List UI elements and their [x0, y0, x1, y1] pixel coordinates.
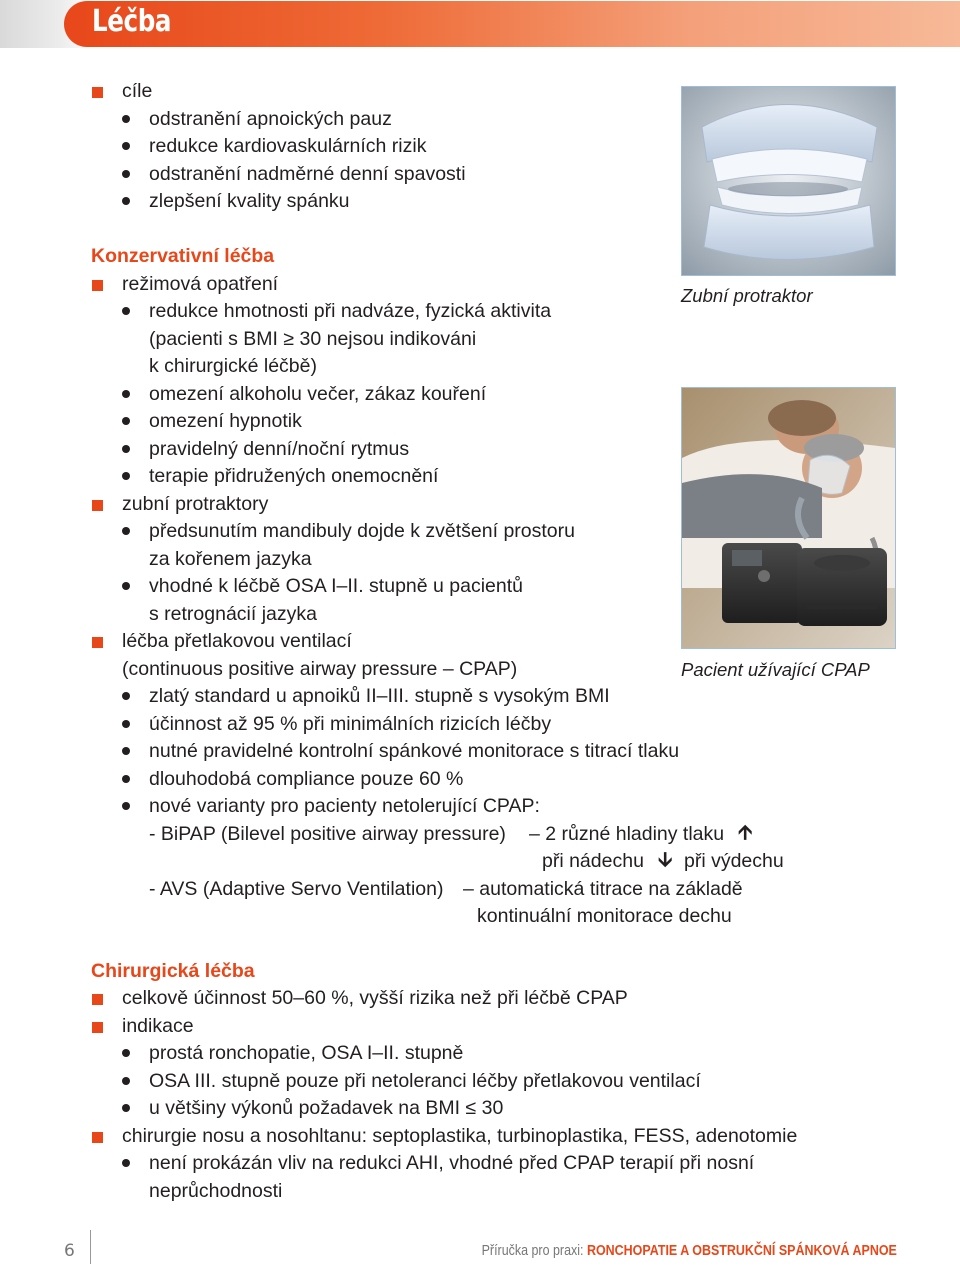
- square-bullet-icon: [92, 280, 103, 291]
- bullet-dot-icon: [122, 472, 130, 480]
- protractor-item-cont: za kořenem jazyka: [149, 548, 312, 570]
- square-bullet-icon: [92, 637, 103, 648]
- surgical-item: celkově účinnost 50–60 %, vyšší rizika než při léčbě CPAP: [122, 987, 628, 1009]
- bipap-description: – 2 různé hladiny tlaku: [529, 823, 725, 845]
- regime-item-cont: k chirurgické léčbě): [149, 355, 317, 377]
- cpap-item: dlouhodobá compliance pouze 60 %: [149, 768, 464, 790]
- surgical-subitem: není prokázán vliv na redukci AHI, vhodné před CPAP terapií při nosní: [149, 1152, 755, 1174]
- cpap-item: nutné pravidelné kontrolní spánkové monitorace s titrací tlaku: [149, 740, 680, 762]
- cpap-item: zlatý standard u apnoiků II–III. stupně s vysokým BMI: [149, 685, 610, 707]
- dental-protractor-illustration: [682, 87, 895, 275]
- cpap-patient-photo: [681, 387, 896, 649]
- cpap-item: účinnost až 95 % při minimálních rizicích léčby: [149, 713, 552, 735]
- cpap-item: nové varianty pro pacienty netolerující CPAP:: [149, 795, 540, 817]
- avs-description: – automatická titrace na základě: [463, 878, 743, 900]
- bullet-dot-icon: [122, 1077, 130, 1085]
- bipap-inhale: při nádechu: [542, 850, 644, 872]
- protractor-item-cont: s retrognácií jazyka: [149, 603, 317, 625]
- arrow-down-icon: 🡫: [658, 849, 673, 871]
- regime-item: redukce hmotnosti při nadváze, fyzická aktivita: [149, 300, 552, 322]
- surgical-subitem: OSA III. stupně pouze při netoleranci léčby přetlakovou ventilací: [149, 1070, 701, 1092]
- page-number: 6: [64, 1241, 75, 1261]
- square-bullet-icon: [92, 500, 103, 511]
- square-bullet-icon: [92, 1132, 103, 1143]
- avs-name: - AVS (Adaptive Servo Ventilation): [149, 878, 444, 900]
- goal-item: zlepšení kvality spánku: [149, 190, 350, 212]
- protractor-item: vhodné k léčbě OSA I–II. stupně u pacientů: [149, 575, 524, 597]
- section-heading-conservative: Konzervativní léčba: [91, 245, 275, 267]
- goal-item: odstranění nadměrné denní spavosti: [149, 163, 466, 185]
- figure-caption-cpap: Pacient užívající CPAP: [681, 659, 870, 680]
- bullet-dot-icon: [122, 1104, 130, 1112]
- regime-item: pravidelný denní/noční rytmus: [149, 438, 410, 460]
- bullet-dot-icon: [122, 417, 130, 425]
- footer-divider: [90, 1230, 91, 1264]
- page-title: Léčba: [92, 4, 172, 39]
- section-heading-surgical: Chirurgická léčba: [91, 960, 255, 982]
- bipap-name: - BiPAP (Bilevel positive airway pressure): [149, 823, 506, 845]
- header-title-bar: [64, 1, 960, 47]
- bullet-dot-icon: [122, 720, 130, 728]
- cpap-label: léčba přetlakovou ventilací: [122, 630, 352, 652]
- bullet-dot-icon: [122, 197, 130, 205]
- bullet-dot-icon: [122, 747, 130, 755]
- square-bullet-icon: [92, 87, 103, 98]
- dental-protractor-photo: [681, 86, 896, 276]
- protractor-item: předsunutím mandibuly dojde k zvětšení prostoru: [149, 520, 575, 542]
- goal-item: odstranění apnoických pauz: [149, 108, 392, 130]
- goals-label: cíle: [122, 80, 153, 102]
- regime-item: terapie přidružených onemocnění: [149, 465, 439, 487]
- bullet-dot-icon: [122, 692, 130, 700]
- square-bullet-icon: [92, 1022, 103, 1033]
- square-bullet-icon: [92, 994, 103, 1005]
- surgical-subitem: u většiny výkonů požadavek na BMI ≤ 30: [149, 1097, 504, 1119]
- bullet-dot-icon: [122, 775, 130, 783]
- footer-prefix: Příručka pro praxi:: [481, 1243, 588, 1259]
- bullet-dot-icon: [122, 1159, 130, 1167]
- arrow-up-icon: 🡩: [738, 822, 753, 844]
- surgical-subitem-cont: neprůchodnosti: [149, 1180, 283, 1202]
- footer-publication-title: [482, 1243, 897, 1259]
- bullet-dot-icon: [122, 170, 130, 178]
- bullet-dot-icon: [122, 115, 130, 123]
- regime-item: omezení hypnotik: [149, 410, 302, 432]
- avs-description-cont: kontinuální monitorace dechu: [477, 905, 732, 927]
- bullet-dot-icon: [122, 527, 130, 535]
- header-band: [0, 0, 960, 48]
- cpap-label-cont: (continuous positive airway pressure – CPAP): [122, 658, 518, 680]
- footer-title: RONCHOPATIE A OBSTRUKČNÍ SPÁNKOVÁ APNOE: [587, 1243, 897, 1259]
- bipap-exhale: při výdechu: [684, 850, 784, 872]
- bullet-dot-icon: [122, 390, 130, 398]
- bullet-dot-icon: [122, 142, 130, 150]
- surgical-subitem: prostá ronchopatie, OSA I–II. stupně: [149, 1042, 464, 1064]
- goal-item: redukce kardiovaskulárních rizik: [149, 135, 427, 157]
- cpap-illustration: [682, 388, 895, 648]
- bullet-dot-icon: [122, 307, 130, 315]
- surgical-item: chirurgie nosu a nosohltanu: septoplastika, turbinoplastika, FESS, adenotomie: [122, 1125, 798, 1147]
- bullet-dot-icon: [122, 582, 130, 590]
- regime-label: režimová opatření: [122, 273, 279, 295]
- protractor-label: zubní protraktory: [122, 493, 269, 515]
- figure-caption-protractor: Zubní protraktor: [681, 285, 813, 306]
- regime-item-cont: (pacienti s BMI ≥ 30 nejsou indikováni: [149, 328, 477, 350]
- bullet-dot-icon: [122, 1049, 130, 1057]
- regime-item: omezení alkoholu večer, zákaz kouření: [149, 383, 487, 405]
- surgical-item: indikace: [122, 1015, 194, 1037]
- bullet-dot-icon: [122, 445, 130, 453]
- bullet-dot-icon: [122, 802, 130, 810]
